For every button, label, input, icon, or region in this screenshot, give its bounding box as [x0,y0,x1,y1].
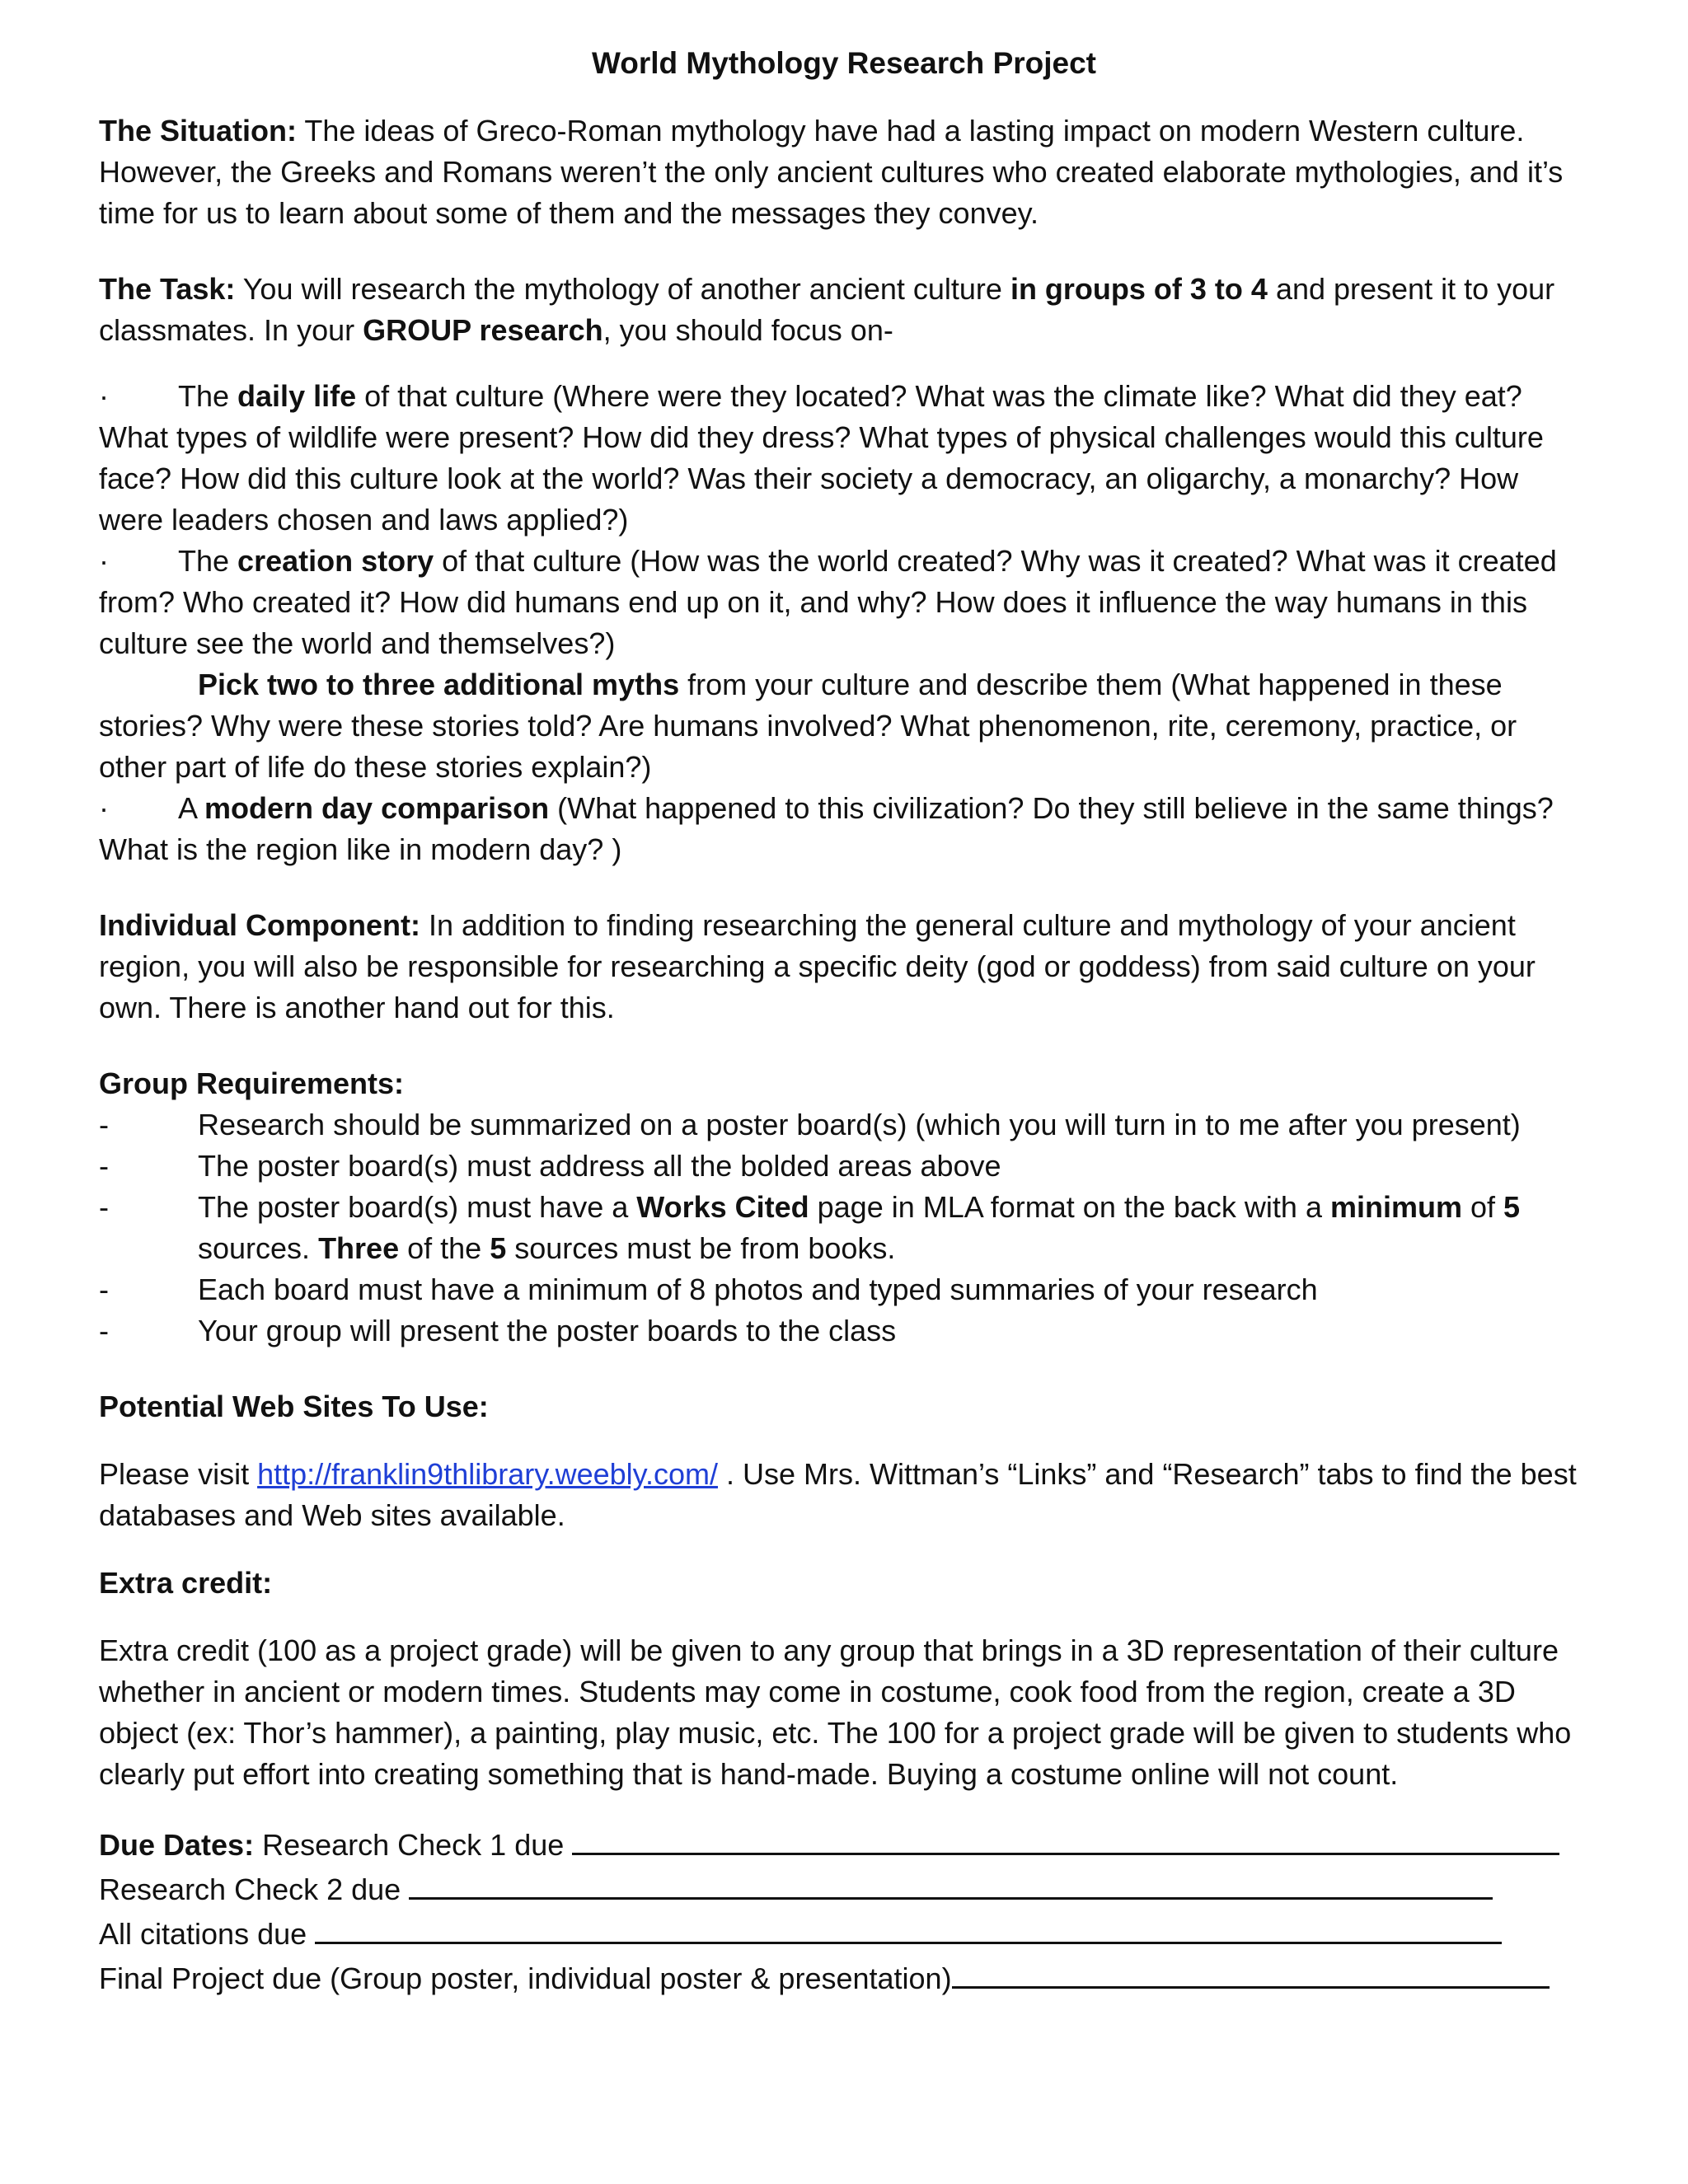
task-text: , you should focus on- [603,313,893,347]
focus-keyword: modern day comparison [204,791,550,825]
requirement-bold: 5 [490,1231,507,1265]
group-requirements [99,1063,1589,1352]
requirement-text: sources must be from books. [506,1231,896,1265]
task-group-size: in groups of 3 to 4 [1010,272,1268,306]
focus-item-creation-story [99,541,1589,664]
focus-text: from your culture and describe them (What happened in these stories? Why were these stories told? Are humans involved? What phenomenon, rite, ceremony, practice, or other part of life do these stories explain?) [99,668,1517,784]
dash-marker: - [99,1149,109,1183]
web-heading: Potential Web Sites To Use: [99,1390,489,1423]
requirement-text: page in MLA format on the back with a [809,1190,1330,1224]
blank-line[interactable] [315,1910,1502,1944]
due-label: Due Dates: [99,1828,255,1862]
page-title: World Mythology Research Project [592,46,1096,80]
task-paragraph [99,269,1589,351]
list-item [99,1146,1589,1187]
due-text: Research Check 2 due [99,1872,410,1906]
list-item [99,1310,1589,1352]
due-row-final-project [99,1955,1589,1999]
focus-list [99,376,1589,870]
requirement-text: The poster board(s) must have a [198,1190,637,1224]
task-text: and present it to your classmates. In your [99,272,1555,347]
blank-line[interactable] [572,1821,1559,1855]
focus-text: of that culture (Where were they located? What was the climate like? What did they eat? What types of wildlife were present? How did they dress? What types of physical challenges would this culture face? How did this culture look at the world? Was their society a democracy, an oligarchy, a monarchy? How were leaders chosen and laws applied?) [99,379,1544,537]
requirement-bold: Three [318,1231,400,1265]
individual-paragraph [99,905,1589,1029]
requirement-text: Your group will present the poster boards to the class [198,1314,897,1347]
focus-item-modern-comparison [99,788,1589,870]
list-item [99,1187,1589,1269]
bullet-marker: · [99,544,109,578]
requirement-text: Each board must have a minimum of 8 photos and typed summaries of your research [198,1272,1318,1306]
dash-marker: - [99,1108,109,1141]
requirement-text: sources. [198,1231,319,1265]
due-row-research-check-2 [99,1866,1589,1910]
focus-item-additional-myths [99,664,1589,788]
list-item [99,1269,1589,1310]
focus-text: The [178,379,238,413]
extra-paragraph: Extra credit (100 as a project grade) will be given to any group that brings in a 3D representation of their culture whether in ancient or modern times. Students may come in costume, cook food from the region, create a 3D object (ex: Thor’s hammer), a painting, play music, etc. The 100 for a project grade will be given to students who clearly put effort into creating something that is hand-made. Buying a costume online will not count. [99,1633,1572,1791]
focus-keyword: Pick two to three additional myths [198,668,680,701]
focus-text: (What happened to this civilization? Do they still believe in the same things? What is the region like in modern day? ) [99,791,1554,866]
due-row-research-check-1 [99,1821,1589,1866]
individual-text: In addition to finding researching the general culture and mythology of your ancient region, you will also be responsible for researching a specific deity (god or goddess) from said culture on your own. There is another hand out for this. [99,908,1536,1024]
web-paragraph [99,1454,1589,1536]
due-text: Final Project due (Group poster, individual poster & presentation) [99,1961,952,1995]
web-text: . Use Mrs. Wittman’s “Links” and “Research” tabs to find the best databases and Web sites available. [99,1457,1577,1532]
due-text: All citations due [99,1917,316,1951]
blank-line[interactable] [409,1866,1493,1900]
group-heading: Group Requirements: [99,1066,405,1100]
blank-line[interactable] [952,1955,1550,1989]
due-text: Research Check 1 due [254,1828,573,1862]
task-label: The Task: [99,272,236,306]
dash-marker: - [99,1314,109,1347]
focus-text: of that culture (How was the world created? Why was it created? What was it created from? Who created it? How did humans end up on it, and why? How does it influence the way humans in this culture see the world and themselves?) [99,544,1557,660]
situation-text: The ideas of Greco-Roman mythology have had a lasting impact on modern Western culture. However, the Greeks and Romans weren’t the only ancient cultures who created elaborate mythologies, and it’s time for us to learn about some of them and the messages they convey. [99,114,1564,230]
dash-marker: - [99,1190,109,1224]
library-link[interactable]: http://franklin9thlibrary.weebly.com/ [257,1457,718,1491]
list-item [99,1104,1589,1146]
individual-label: Individual Component: [99,908,420,942]
document-page [99,43,1589,1999]
focus-keyword: creation story [237,544,434,578]
requirement-text: The poster board(s) must address all the bolded areas above [198,1149,1001,1183]
focus-keyword: daily life [237,379,357,413]
focus-text: The [178,544,238,578]
web-text: Please visit [99,1457,258,1491]
requirement-bold: minimum [1329,1190,1462,1224]
extra-heading: Extra credit: [99,1566,273,1600]
requirement-text: of the [399,1231,490,1265]
focus-item-daily-life [99,376,1589,541]
requirement-text: of [1462,1190,1504,1224]
requirements-list [99,1104,1589,1352]
task-text: You will research the mythology of another ancient culture [235,272,1010,306]
focus-text: A [178,791,205,825]
bullet-marker: · [99,791,109,825]
situation-label: The Situation: [99,114,297,148]
due-dates [99,1821,1589,1999]
bullet-marker: · [99,379,109,413]
dash-marker: - [99,1272,109,1306]
requirement-bold: 5 [1503,1190,1521,1224]
due-row-citations [99,1910,1589,1955]
requirement-bold: Works Cited [636,1190,809,1224]
task-group-research: GROUP research [363,313,603,347]
situation-paragraph [99,110,1589,234]
requirement-text: Research should be summarized on a poster board(s) (which you will turn in to me after you present) [198,1108,1521,1141]
